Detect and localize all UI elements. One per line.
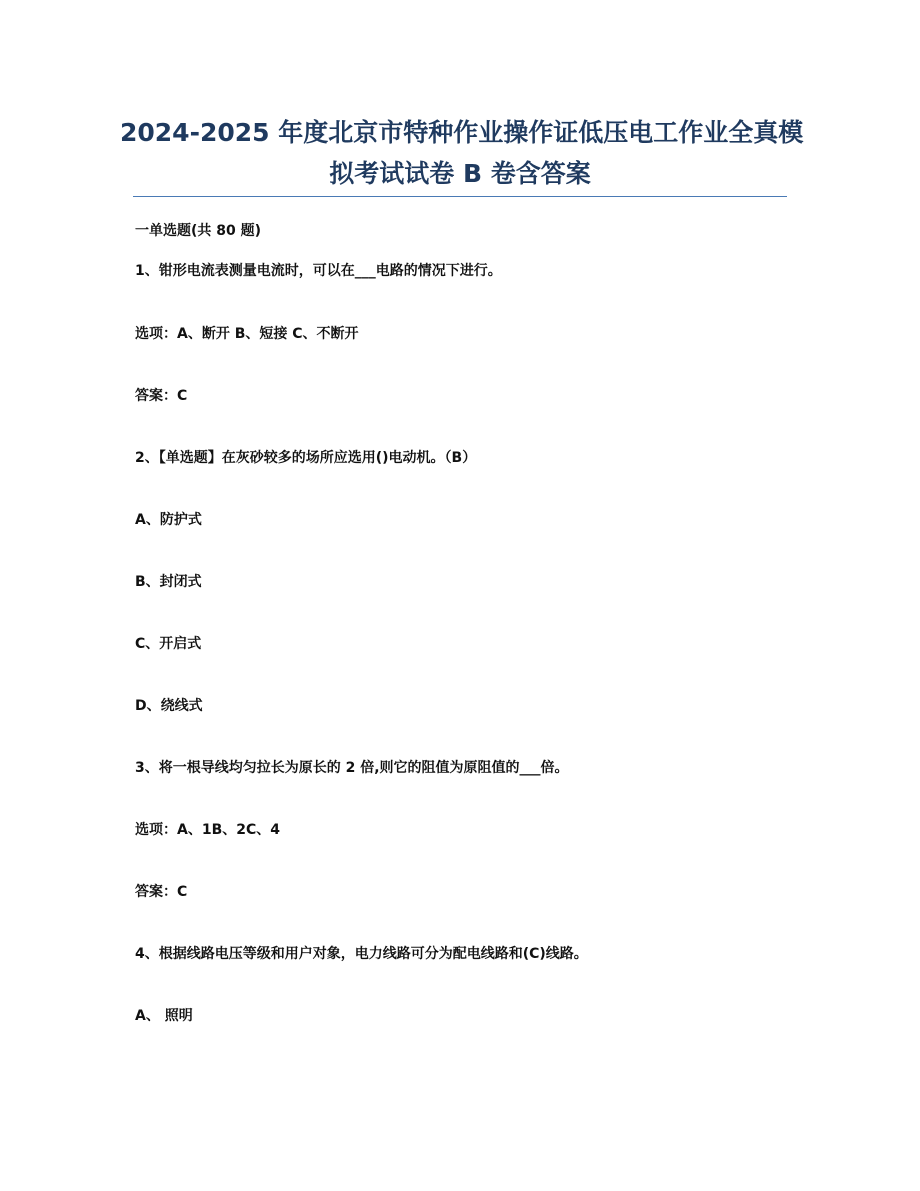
question-2-option-d: D、绕线式 bbox=[135, 698, 203, 714]
question-4-option-a: A、 照明 bbox=[135, 1008, 193, 1024]
question-3: 3、将一根导线均匀拉长为原长的 2 倍,则它的阻值为原阻值的___倍。 bbox=[135, 760, 569, 776]
question-2-option-b: B、封闭式 bbox=[135, 574, 202, 590]
question-4: 4、根据线路电压等级和用户对象，电力线路可分为配电线路和(C)线路。 bbox=[135, 946, 588, 962]
question-3-options: 选项：A、1B、2C、4 bbox=[135, 822, 281, 838]
question-2: 2、【单选题】在灰砂较多的场所应选用()电动机。（B） bbox=[135, 450, 477, 466]
section-header: 一单选题(共 80 题) bbox=[135, 223, 262, 239]
title-divider bbox=[133, 196, 787, 197]
question-2-option-a: A、防护式 bbox=[135, 512, 202, 528]
question-2-option-c: C、开启式 bbox=[135, 636, 202, 652]
question-1-options: 选项：A、断开 B、短接 C、不断开 bbox=[135, 326, 359, 342]
document-title-line-2: 拟考试试卷 B 卷含答案 bbox=[329, 159, 591, 188]
question-3-answer: 答案：C bbox=[135, 884, 188, 900]
question-1-answer: 答案：C bbox=[135, 388, 188, 404]
document-title-line-1: 2024-2025 年度北京市特种作业操作证低压电工作业全真模 bbox=[120, 118, 804, 147]
question-1: 1、钳形电流表测量电流时，可以在___电路的情况下进行。 bbox=[135, 263, 502, 279]
